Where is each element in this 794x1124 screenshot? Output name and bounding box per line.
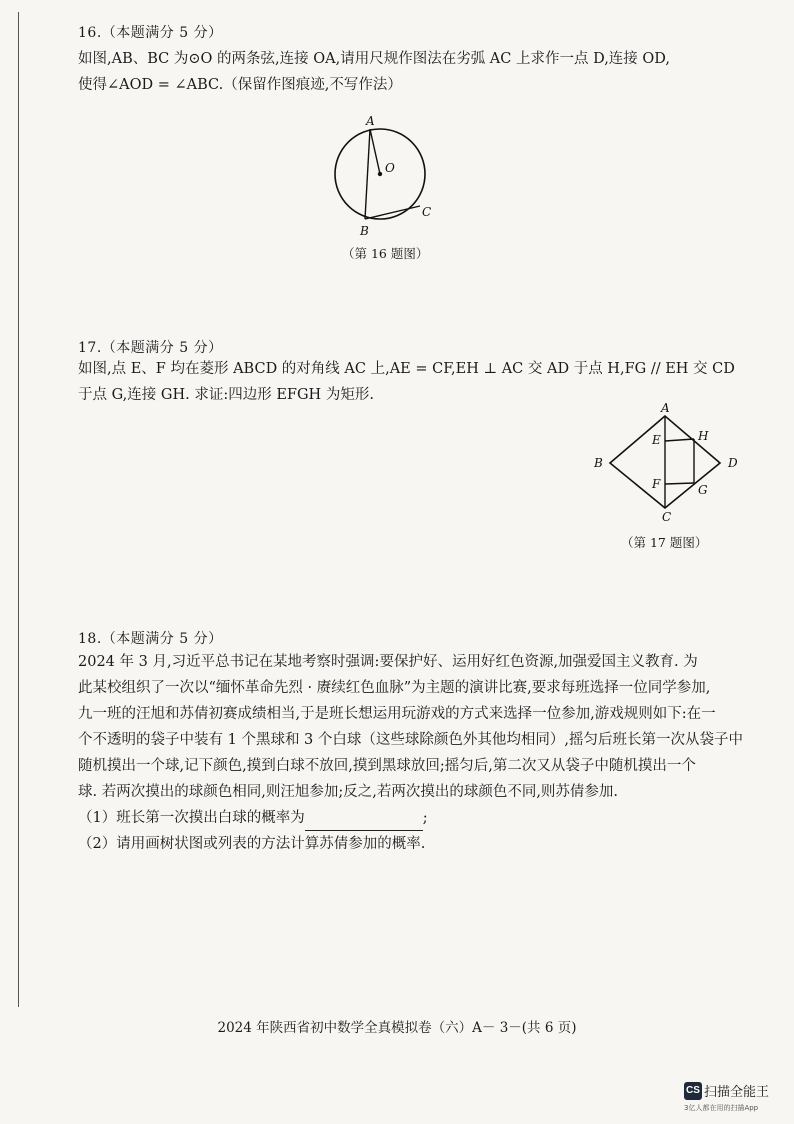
answer-blank (305, 814, 423, 831)
q17-caption: （第 17 题图） (621, 535, 708, 550)
binding-margin-line (18, 12, 19, 1007)
label-o: O (385, 161, 395, 175)
watermark-tagline: 3亿人都在用的扫描App (684, 1104, 759, 1112)
q17-heading: 17.（本题满分 5 分） (78, 340, 223, 356)
label-h: H (698, 429, 709, 443)
q18-line: 个不透明的袋子中装有 1 个黑球和 3 个白球（这些球除颜色外其他均相同）,摇匀后班长第一次从袋子中 (78, 732, 743, 748)
q16-caption: （第 16 题图） (342, 246, 429, 261)
page-footer: 2024 年陕西省初中数学全真模拟卷（六）A－ 3－(共 6 页) (217, 1020, 577, 1036)
q16-heading: 16.（本题满分 5 分） (78, 25, 223, 41)
label-e: E (652, 433, 661, 447)
q18-sub1-suffix: ; (422, 810, 428, 826)
q18-sub1 (78, 805, 758, 831)
label-c: C (662, 510, 672, 524)
camscanner-logo-icon: CS (684, 1082, 702, 1100)
label-c: C (422, 205, 432, 219)
q17-rhombus-figure (590, 402, 750, 526)
segment-eh (665, 439, 694, 441)
q18-sub2: （2）请用画树状图或列表的方法计算苏倩参加的概率. (78, 836, 426, 852)
q18-sub1-text: （1）班长第一次摸出白球的概率为 (78, 810, 305, 826)
segment-fg (665, 483, 694, 484)
q18-line: 2024 年 3 月,习近平总书记在某地考察时强调:要保护好、运用好红色资源,加强爱国主义教育. 为 (78, 654, 698, 670)
q18-text (78, 649, 758, 857)
q18-line: 球. 若两次摸出的球颜色相同,则汪旭参加;反之,若两次摸出的球颜色不同,则苏倩参加. (78, 784, 619, 800)
label-a: A (366, 114, 375, 128)
q16-text (78, 46, 758, 98)
label-b: B (594, 456, 603, 470)
q18-line: 随机摸出一个球,记下颜色,摸到白球不放回,摸到黑球放回;摇匀后,第二次又从袋子中随机摸出一个 (78, 758, 696, 774)
q18-line: 此某校组织了一次以“缅怀革命先烈 · 赓续红色血脉”为主题的演讲比赛,要求每班选择一位同学参加, (78, 680, 711, 696)
q17-line1: 如图,点 E、F 均在菱形 ABCD 的对角线 AC 上,AE = CF,EH ⊥ AC 交 AD 于点 H,FG // EH 交 CD (78, 361, 735, 377)
q18-line: 九一班的汪旭和苏倩初赛成绩相当,于是班长想运用玩游戏的方式来选择一位参加,游戏规则如下:在一 (78, 706, 716, 722)
q16-line1: 如图,AB、BC 为⊙O 的两条弦,连接 OA,请用尺规作图法在劣弧 AC 上求作一点 D,连接 OD, (78, 51, 671, 67)
label-g: G (698, 483, 708, 497)
q18-heading: 18.（本题满分 5 分） (78, 631, 223, 647)
segment-oa (370, 129, 380, 174)
center-point-o (378, 172, 382, 176)
q17-line2: 于点 G,连接 GH. 求证:四边形 EFGH 为矩形. (78, 387, 374, 403)
chord-ab (365, 129, 370, 219)
q16-circle-figure (325, 112, 445, 242)
scanner-watermark (684, 1080, 769, 1113)
q16-line2: 使得∠AOD = ∠ABC.（保留作图痕迹,不写作法） (78, 77, 402, 93)
label-d: D (728, 456, 738, 470)
label-b: B (360, 224, 369, 238)
label-a: A (661, 402, 670, 415)
watermark-name: 扫描全能王 (704, 1085, 770, 1100)
q17-text (78, 356, 758, 408)
label-f: F (652, 477, 661, 491)
